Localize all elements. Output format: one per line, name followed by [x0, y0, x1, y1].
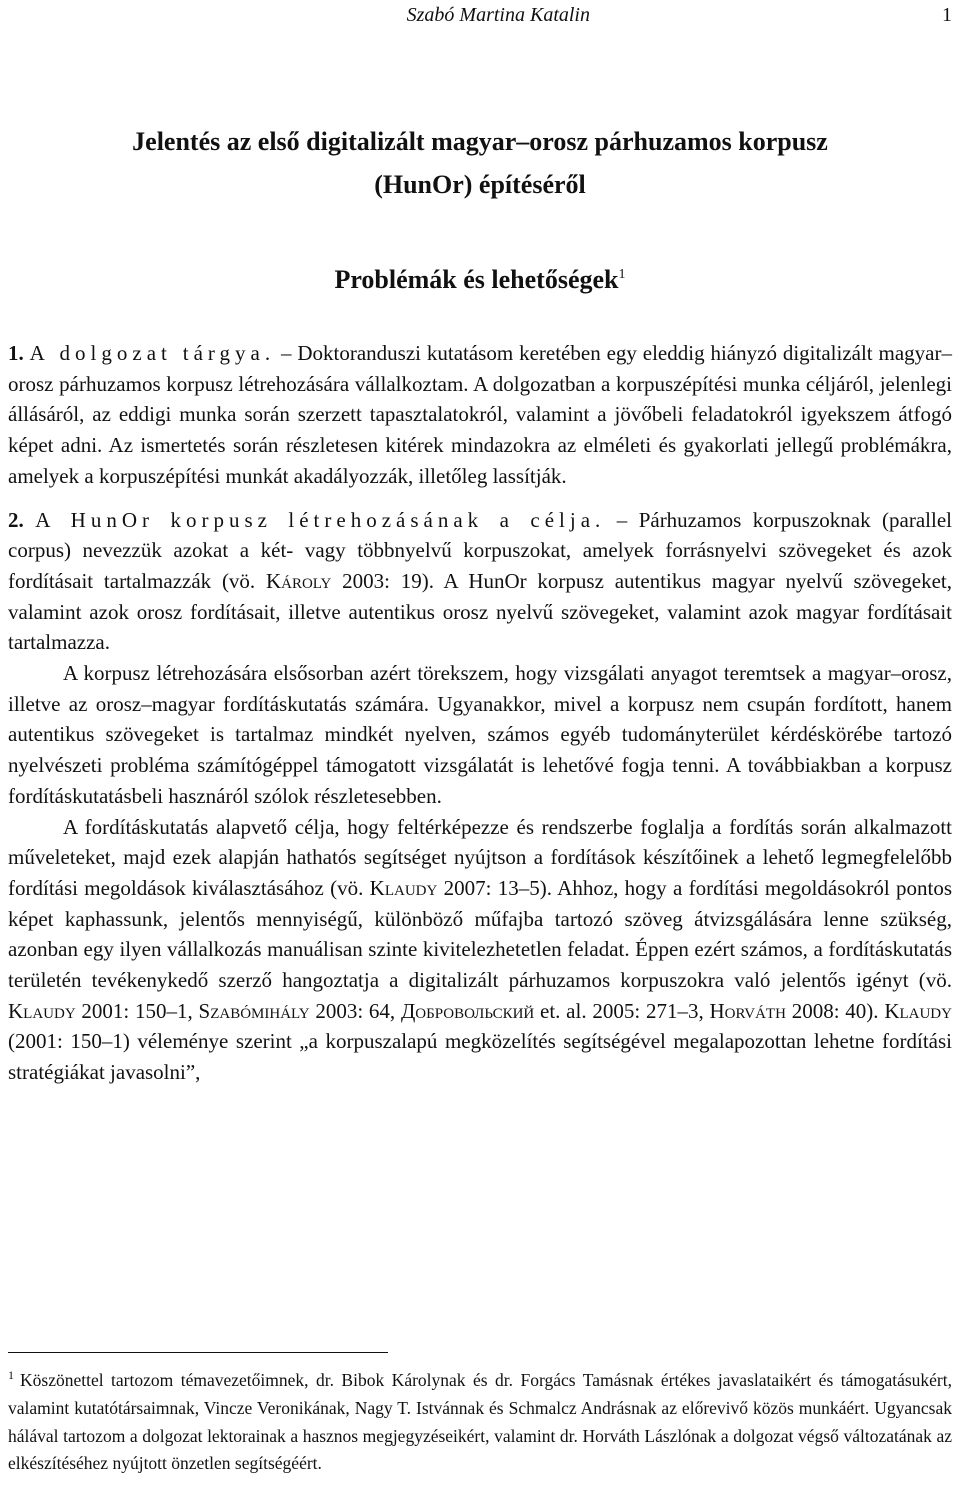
citation-author: Klaudy: [8, 998, 76, 1023]
footnote: [8, 1362, 952, 1478]
section-1-paragraph: [8, 338, 952, 492]
body-text: [8, 338, 952, 1088]
paragraph-3-text-e: et. al. 2005: 271–3,: [534, 998, 710, 1023]
section-1-number: 1.: [8, 341, 24, 365]
paper-title-line-1: Jelentés az első digitalizált magyar–orosz párhuzamos korpusz: [132, 127, 828, 156]
footnote-mark: 1: [8, 1368, 14, 1382]
citation-author: Horváth: [709, 998, 786, 1023]
section-2-text-a: – Párhuzamos korpuszoknak (parallel corpus) nevezzük azokat a két- vagy többnyelvű korpuszokat, amelyek forrásnyelvi szövegeket és azok fordításait tartalmazzák (vö.: [8, 507, 953, 593]
paper-subtitle: [0, 253, 960, 301]
citation-author: Szabómihály: [198, 998, 310, 1023]
section-2-number: 2.: [8, 507, 24, 532]
running-header: [0, 0, 960, 30]
footnote-reference: 1: [618, 267, 626, 282]
citation-author: Klaudy: [884, 998, 952, 1023]
citation-author: Károly: [265, 568, 332, 593]
section-1-text: – Doktoranduszi kutatásom keretében egy eleddig hiányzó digitalizált magyar–orosz párhuzamos korpusz létrehozására vállalkoztam. A dolgozatban a korpuszépítési munka céljáról, jelenlegi állásáról, az eddigi munka során szerzett tapasztalatokról, valamint a jövőbeli feladatokról igyekszem átfogó képet adni. Az ismertetés során részletesen kitérek mindazokra az elméleti és gyakorlati jellegű problémákra, amelyek a korpuszépítési munkát akadályozzák, illetőleg lassítják.: [8, 341, 952, 488]
footnote-text: Köszönettel tartozom témavezetőimnek, dr. Bibok Károlynak és dr. Forgács Tamásnak értékes javaslataikért és támogatásukért, valamint kutatótársaimnak, Vincze Veronikának, Nagy T. Istvánnak és Schmalcz Andrásnak az előrevivő közös munkáért. Ugyancsak hálával tartozom a dolgozat lektorainak a hasznos megjegyzéseikért, valamint dr. Horváth Lászlónak a dolgozat végső változatának az elkészítéséhez nyújtott önzetlen segítségéért.: [8, 1370, 952, 1474]
section-2-paragraph-3: [8, 812, 952, 1088]
footnote-divider: [8, 1352, 388, 1353]
section-2-paragraph-1: [8, 505, 952, 659]
section-2-text-b: 2003: 19). A HunOr korpusz autentikus magyar nyelvű szövegeket, valamint azok orosz fordításait, illetve autentikus orosz nyelvű szövegeket, valamint azok magyar fordításait tartalmazza.: [8, 568, 953, 655]
section-2-heading: A HunOr korpusz létrehozásának a célja.: [35, 507, 606, 532]
paragraph-3-text-a: A fordításkutatás alapvető célja, hogy feltérképezze és rendszerbe foglalja a fordítás során alkalmazott műveleteket, majd ezek alapján hathatós segítséget nyújtson a fordítások készítőinek a lehető legmegfelelőbb fordítási megoldások kiválasztásához (vö.: [8, 814, 952, 900]
section-1-heading: A dolgozat tárgya.: [29, 341, 276, 365]
running-header-author: Szabó Martina Katalin: [406, 4, 590, 26]
paper-title-line-2: (HunOr) építéséről: [374, 170, 586, 199]
paragraph-3-text-c: 2001: 150–1,: [75, 998, 199, 1023]
citation-author: Klaudy: [369, 875, 438, 900]
paper-subtitle-text: Problémák és lehetőségek: [334, 265, 619, 294]
citation-author: Добровольский: [400, 998, 535, 1023]
paragraph-3-text-f: 2008: 40).: [785, 998, 885, 1023]
paragraph-3-text-g: (2001: 150–1) véleménye szerint „a korpuszalapú megközelítés segítségével megalapozottan lehetne fordítási stratégiákat javasolni”,: [8, 1029, 952, 1085]
section-2-paragraph-2: A korpusz létrehozására elsősorban azért törekszem, hogy vizsgálati anyagot teremtsek a magyar–orosz, illetve az orosz–magyar fordításkutatás számára. Ugyanakkor, mivel a korpusz nem csupán fordított, hanem autentikus szövegeket is tartalmaz mindkét nyelven, számos egyéb tudományterület kérdéskörébe tartozó nyelvészeti probléma számítógéppel támogatott vizsgálatát is lehetővé fogja tenni. A továbbiakban a korpusz fordításkutatásbeli hasznáról szólok részletesebben.: [8, 661, 952, 808]
paper-title: [0, 120, 960, 206]
page-number: 1: [942, 4, 952, 26]
paragraph-3-text-d: 2003: 64,: [309, 998, 401, 1023]
paragraph-3-text-b: 2007: 13–5). Ahhoz, hogy a fordítási megoldásokról pontos képet kaphassunk, jelentős mennyiségű, különböző műfajba tartozó szöveg átvizsgálására lenne szükség, azonban egy ilyen vállalkozás manuálisan szinte kivitelezhetetlen feladat. Éppen ezért számos, a fordításkutatás területén tevékenykedő szerző hangoztatja a digitalizált párhuzamos korpuszokra való jelentős igényt (vö.: [8, 875, 952, 993]
